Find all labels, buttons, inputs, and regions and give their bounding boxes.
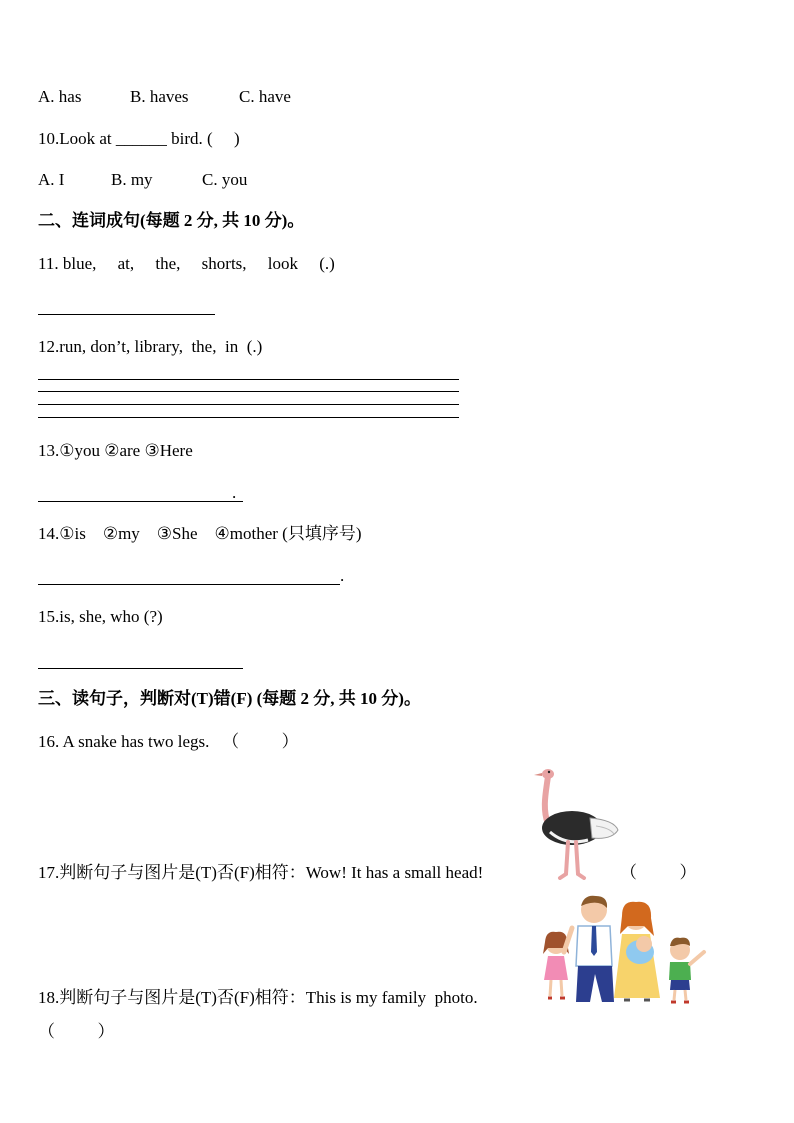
q17-answer-paren: （ ） (620, 863, 697, 882)
q10-option-b: B. my (111, 170, 153, 189)
q15-answer-line[interactable] (38, 668, 243, 669)
q9-option-b: B. haves (130, 87, 189, 106)
q13-prompt: 13.①you ②are ③Here (38, 441, 193, 460)
q10-option-c: C. you (202, 170, 248, 189)
q12-answer-line[interactable] (38, 404, 459, 405)
section3-heading: 三、读句子，判断对(T)错(F) (每题 2 分, 共 10 分)。 (38, 689, 421, 708)
ostrich-illustration (526, 762, 624, 880)
q12-answer-line[interactable] (38, 391, 459, 392)
q14-prompt: 14.①is ②my ③She ④mother (只填序号) (38, 524, 362, 543)
q12-answer-line[interactable] (38, 379, 459, 380)
q9-option-a: A. has (38, 87, 82, 106)
section2-heading: 二、连词成句(每题 2 分, 共 10 分)。 (38, 211, 305, 230)
q16-question: 16. A snake has two legs. （ ） (38, 732, 299, 751)
q15-prompt: 15.is, she, who (?) (38, 607, 163, 626)
q11-answer-line[interactable] (38, 314, 215, 315)
q14-period: . (340, 566, 345, 585)
q13-period: . (232, 483, 237, 502)
q13-answer-line[interactable] (38, 501, 243, 502)
q17-question: 17.判断句子与图片是(T)否(F)相符：Wow! It has a small head! (38, 863, 484, 882)
q18-answer-paren: （ ） (38, 1022, 115, 1041)
q9-option-c: C. have (239, 87, 291, 106)
q12-prompt: 12.run, don’t, library, the, in (.) (38, 337, 263, 356)
q10-question: 10.Look at ______ bird. ( ) (38, 129, 240, 148)
q10-option-a: A. I (38, 170, 65, 189)
q11-prompt: 11. blue, at, the, shorts, look (.) (38, 254, 335, 273)
q18-question: 18.判断句子与图片是(T)否(F)相符：This is my family photo. (38, 988, 478, 1007)
q14-answer-line[interactable] (38, 584, 340, 585)
q12-answer-line[interactable] (38, 417, 459, 418)
family-illustration (534, 892, 714, 1006)
